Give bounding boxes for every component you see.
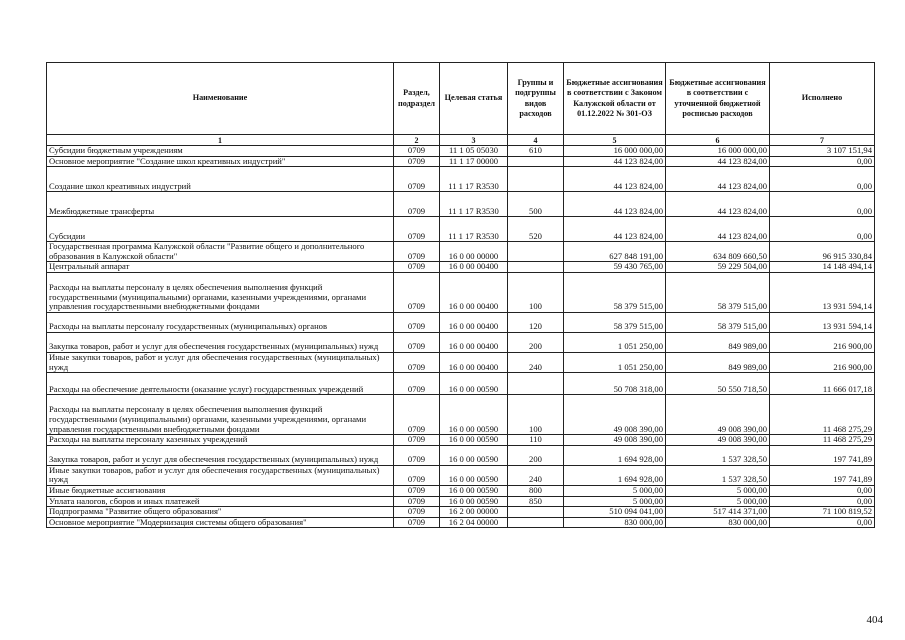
row-section: 0709	[394, 217, 440, 242]
column-number: 2	[394, 135, 440, 146]
row-section: 0709	[394, 373, 440, 395]
row-law-amount: 627 848 191,00	[564, 242, 666, 262]
row-section: 0709	[394, 507, 440, 518]
row-refined-amount: 16 000 000,00	[666, 146, 770, 157]
row-group	[508, 262, 564, 273]
header-target: Целевая статья	[440, 63, 508, 135]
row-section: 0709	[394, 517, 440, 528]
row-refined-amount: 849 989,00	[666, 332, 770, 352]
column-number: 6	[666, 135, 770, 146]
row-law-amount: 44 123 824,00	[564, 156, 666, 167]
row-refined-amount: 1 537 328,50	[666, 445, 770, 465]
row-section: 0709	[394, 242, 440, 262]
row-name: Расходы на выплаты персоналу государственных (муниципальных) органов	[47, 312, 394, 332]
budget-table	[46, 62, 875, 528]
row-section: 0709	[394, 167, 440, 192]
table-row	[47, 192, 875, 217]
row-executed-amount: 11 666 017,18	[770, 373, 875, 395]
row-target: 11 1 17 R3530	[440, 217, 508, 242]
row-target: 16 0 00 00400	[440, 332, 508, 352]
table-row	[47, 167, 875, 192]
row-executed-amount: 13 931 594,14	[770, 312, 875, 332]
row-group: 800	[508, 485, 564, 496]
row-name: Основное мероприятие "Модернизация системы общего образования"	[47, 517, 394, 528]
row-group: 240	[508, 465, 564, 485]
row-target: 11 1 17 00000	[440, 156, 508, 167]
row-law-amount: 59 430 765,00	[564, 262, 666, 273]
row-executed-amount: 11 468 275,29	[770, 395, 875, 435]
row-group: 100	[508, 272, 564, 312]
row-refined-amount: 5 000,00	[666, 485, 770, 496]
row-law-amount: 44 123 824,00	[564, 217, 666, 242]
row-name: Иные бюджетные ассигнования	[47, 485, 394, 496]
row-group: 240	[508, 352, 564, 372]
row-target: 16 0 00 00590	[440, 435, 508, 446]
column-number: 5	[564, 135, 666, 146]
row-group	[508, 373, 564, 395]
row-refined-amount: 849 989,00	[666, 352, 770, 372]
row-law-amount: 50 708 318,00	[564, 373, 666, 395]
row-law-amount: 1 051 250,00	[564, 332, 666, 352]
row-group: 120	[508, 312, 564, 332]
row-name: Расходы на обеспечение деятельности (оказание услуг) государственных учреждений	[47, 373, 394, 395]
row-refined-amount: 59 229 504,00	[666, 262, 770, 273]
row-executed-amount: 0,00	[770, 156, 875, 167]
row-refined-amount: 44 123 824,00	[666, 156, 770, 167]
row-executed-amount: 0,00	[770, 485, 875, 496]
row-group: 610	[508, 146, 564, 157]
row-law-amount: 49 008 390,00	[564, 435, 666, 446]
row-law-amount: 58 379 515,00	[564, 272, 666, 312]
row-refined-amount: 517 414 371,00	[666, 507, 770, 518]
row-target: 16 0 00 00590	[440, 485, 508, 496]
table-row	[47, 507, 875, 518]
table-row	[47, 262, 875, 273]
row-executed-amount: 3 107 151,94	[770, 146, 875, 157]
row-target: 16 0 00 00590	[440, 465, 508, 485]
row-section: 0709	[394, 465, 440, 485]
table-row	[47, 352, 875, 372]
row-executed-amount: 197 741,89	[770, 445, 875, 465]
row-group: 110	[508, 435, 564, 446]
table-row	[47, 435, 875, 446]
row-section: 0709	[394, 445, 440, 465]
row-law-amount: 830 000,00	[564, 517, 666, 528]
row-executed-amount: 0,00	[770, 217, 875, 242]
row-name: Расходы на выплаты персоналу в целях обеспечения выполнения функций государственными (муниципальными) органами, казенными учреждениями, органами управления государственными внебюджетными фондами	[47, 272, 394, 312]
row-target: 16 2 04 00000	[440, 517, 508, 528]
row-name: Государственная программа Калужской области "Развитие общего и дополнительного образования в Калужской области"	[47, 242, 394, 262]
row-target: 16 0 00 00400	[440, 262, 508, 273]
row-group: 500	[508, 192, 564, 217]
table-row	[47, 332, 875, 352]
row-target: 16 0 00 00400	[440, 352, 508, 372]
row-section: 0709	[394, 485, 440, 496]
budget-table-sheet	[46, 62, 874, 528]
column-number: 3	[440, 135, 508, 146]
row-name: Подпрограмма "Развитие общего образования"	[47, 507, 394, 518]
row-law-amount: 5 000,00	[564, 496, 666, 507]
table-body	[47, 146, 875, 528]
row-executed-amount: 216 900,00	[770, 352, 875, 372]
row-group	[508, 517, 564, 528]
header-executed: Исполнено	[770, 63, 875, 135]
row-name: Центральный аппарат	[47, 262, 394, 273]
row-section: 0709	[394, 496, 440, 507]
row-refined-amount: 1 537 328,50	[666, 465, 770, 485]
row-executed-amount: 0,00	[770, 167, 875, 192]
row-section: 0709	[394, 192, 440, 217]
row-executed-amount: 0,00	[770, 517, 875, 528]
row-name: Иные закупки товаров, работ и услуг для обеспечения государственных (муниципальных) нужд	[47, 465, 394, 485]
header-row	[47, 63, 875, 135]
row-name: Закупка товаров, работ и услуг для обеспечения государственных (муниципальных) нужд	[47, 445, 394, 465]
header-law: Бюджетные ассигнования в соответствии с Законом Калужской области от 01.12.2022 № 301-ОЗ	[564, 63, 666, 135]
row-executed-amount: 13 931 594,14	[770, 272, 875, 312]
row-target: 16 0 00 00590	[440, 395, 508, 435]
row-executed-amount: 11 468 275,29	[770, 435, 875, 446]
row-target: 11 1 17 R3530	[440, 192, 508, 217]
row-target: 16 0 00 00590	[440, 445, 508, 465]
row-law-amount: 1 051 250,00	[564, 352, 666, 372]
row-refined-amount: 44 123 824,00	[666, 217, 770, 242]
row-law-amount: 510 094 041,00	[564, 507, 666, 518]
row-target: 16 0 00 00590	[440, 496, 508, 507]
row-name: Закупка товаров, работ и услуг для обеспечения государственных (муниципальных) нужд	[47, 332, 394, 352]
row-law-amount: 58 379 515,00	[564, 312, 666, 332]
row-section: 0709	[394, 272, 440, 312]
row-refined-amount: 58 379 515,00	[666, 272, 770, 312]
row-section: 0709	[394, 146, 440, 157]
row-section: 0709	[394, 352, 440, 372]
row-refined-amount: 49 008 390,00	[666, 435, 770, 446]
row-refined-amount: 44 123 824,00	[666, 167, 770, 192]
table-row	[47, 272, 875, 312]
row-name: Субсидии бюджетным учреждениям	[47, 146, 394, 157]
row-section: 0709	[394, 332, 440, 352]
row-target: 16 0 00 00000	[440, 242, 508, 262]
header-section: Раздел, подраздел	[394, 63, 440, 135]
row-group	[508, 242, 564, 262]
row-target: 11 1 17 R3530	[440, 167, 508, 192]
row-executed-amount: 216 900,00	[770, 332, 875, 352]
row-law-amount: 44 123 824,00	[564, 167, 666, 192]
row-target: 16 0 00 00400	[440, 272, 508, 312]
row-name: Иные закупки товаров, работ и услуг для обеспечения государственных (муниципальных) нужд	[47, 352, 394, 372]
row-refined-amount: 49 008 390,00	[666, 395, 770, 435]
row-name: Субсидии	[47, 217, 394, 242]
table-row	[47, 156, 875, 167]
row-group: 850	[508, 496, 564, 507]
table-row	[47, 373, 875, 395]
row-law-amount: 16 000 000,00	[564, 146, 666, 157]
table-row	[47, 496, 875, 507]
table-row	[47, 217, 875, 242]
column-number-row	[47, 135, 875, 146]
column-number: 4	[508, 135, 564, 146]
column-number: 1	[47, 135, 394, 146]
table-row	[47, 465, 875, 485]
row-target: 11 1 05 05030	[440, 146, 508, 157]
header-refined: Бюджетные ассигнования в соответствии с уточненной бюджетной росписью расходов	[666, 63, 770, 135]
row-target: 16 2 00 00000	[440, 507, 508, 518]
row-executed-amount: 71 100 819,52	[770, 507, 875, 518]
header-name: Наименование	[47, 63, 394, 135]
table-row	[47, 485, 875, 496]
row-section: 0709	[394, 312, 440, 332]
row-refined-amount: 634 809 660,50	[666, 242, 770, 262]
row-target: 16 0 00 00590	[440, 373, 508, 395]
row-section: 0709	[394, 156, 440, 167]
row-group	[508, 167, 564, 192]
row-section: 0709	[394, 262, 440, 273]
row-section: 0709	[394, 395, 440, 435]
row-group: 100	[508, 395, 564, 435]
row-law-amount: 44 123 824,00	[564, 192, 666, 217]
table-row	[47, 517, 875, 528]
row-refined-amount: 58 379 515,00	[666, 312, 770, 332]
row-law-amount: 1 694 928,00	[564, 445, 666, 465]
row-target: 16 0 00 00400	[440, 312, 508, 332]
header-group: Группы и подгруппы видов расходов	[508, 63, 564, 135]
table-row	[47, 242, 875, 262]
row-law-amount: 5 000,00	[564, 485, 666, 496]
row-group: 200	[508, 445, 564, 465]
row-refined-amount: 50 550 718,50	[666, 373, 770, 395]
column-number: 7	[770, 135, 875, 146]
row-executed-amount: 197 741,89	[770, 465, 875, 485]
row-name: Межбюджетные трансферты	[47, 192, 394, 217]
table-row	[47, 395, 875, 435]
row-group: 200	[508, 332, 564, 352]
row-name: Уплата налогов, сборов и иных платежей	[47, 496, 394, 507]
table-row	[47, 312, 875, 332]
row-section: 0709	[394, 435, 440, 446]
row-name: Основное мероприятие "Создание школ креативных индустрий"	[47, 156, 394, 167]
table-row	[47, 445, 875, 465]
row-refined-amount: 830 000,00	[666, 517, 770, 528]
row-refined-amount: 5 000,00	[666, 496, 770, 507]
row-group	[508, 507, 564, 518]
row-name: Создание школ креативных индустрий	[47, 167, 394, 192]
row-name: Расходы на выплаты персоналу казенных учреждений	[47, 435, 394, 446]
row-group	[508, 156, 564, 167]
page-number: 404	[866, 614, 883, 626]
row-group: 520	[508, 217, 564, 242]
row-executed-amount: 14 148 494,14	[770, 262, 875, 273]
row-executed-amount: 0,00	[770, 192, 875, 217]
row-law-amount: 1 694 928,00	[564, 465, 666, 485]
row-law-amount: 49 008 390,00	[564, 395, 666, 435]
row-executed-amount: 0,00	[770, 496, 875, 507]
table-row	[47, 146, 875, 157]
row-refined-amount: 44 123 824,00	[666, 192, 770, 217]
row-executed-amount: 96 915 330,84	[770, 242, 875, 262]
row-name: Расходы на выплаты персоналу в целях обеспечения выполнения функций государственными (муниципальными) органами, казенными учреждениями, органами управления государственными внебюджетными фондами	[47, 395, 394, 435]
